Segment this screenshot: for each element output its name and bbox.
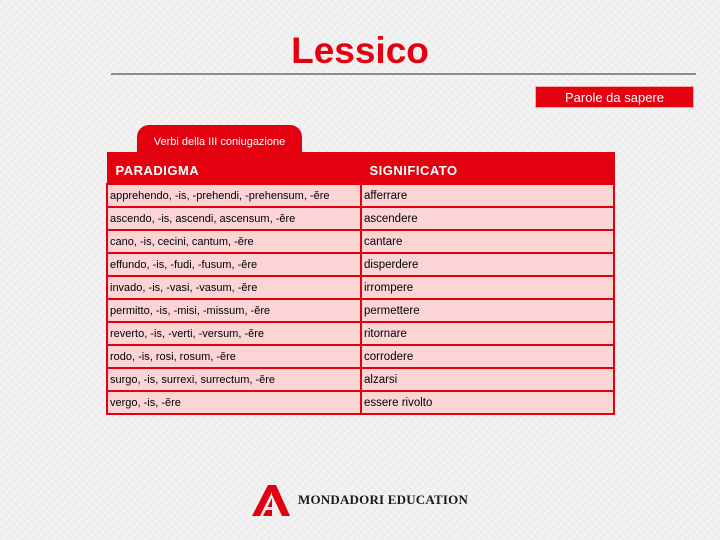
page-title: Lessico	[291, 30, 429, 71]
table-row	[107, 391, 614, 414]
table-header-row	[107, 153, 614, 185]
significato-cell: afferrare	[361, 184, 614, 207]
significato-cell: ascendere	[361, 207, 614, 230]
table-row	[107, 322, 614, 345]
publisher-logo	[248, 483, 473, 517]
significato-cell: alzarsi	[361, 368, 614, 391]
significato-cell: essere rivolto	[361, 391, 614, 414]
title-divider	[111, 73, 696, 75]
paradigma-cell: rodo, -is, rosi, rosum, -ĕre	[107, 345, 361, 368]
paradigma-cell: vergo, -is, -ĕre	[107, 391, 361, 414]
table-row	[107, 184, 614, 207]
column-header-significato: SIGNIFICATO	[361, 153, 614, 185]
paradigma-cell: ascendo, -is, ascendi, ascensum, -ĕre	[107, 207, 361, 230]
table-row	[107, 230, 614, 253]
paradigma-cell: apprehendo, -is, -prehendi, -prehensum, -ĕre	[107, 184, 361, 207]
table-row	[107, 299, 614, 322]
significato-cell: cantare	[361, 230, 614, 253]
significato-cell: corrodere	[361, 345, 614, 368]
paradigma-cell: permitto, -is, -misi, -missum, -ĕre	[107, 299, 361, 322]
section-tag: Parole da sapere	[535, 86, 694, 108]
paradigma-cell: surgo, -is, surrexi, surrectum, -ĕre	[107, 368, 361, 391]
vocabulary-table	[106, 152, 615, 415]
table-tab-label: Verbi della III coniugazione	[137, 125, 302, 153]
paradigma-cell: reverto, -is, -verti, -versum, -ĕre	[107, 322, 361, 345]
table-row	[107, 368, 614, 391]
table-row	[107, 345, 614, 368]
significato-cell: irrompere	[361, 276, 614, 299]
paradigma-cell: effundo, -is, -fudi, -fusum, -ĕre	[107, 253, 361, 276]
significato-cell: disperdere	[361, 253, 614, 276]
table-row	[107, 207, 614, 230]
significato-cell: ritornare	[361, 322, 614, 345]
table-row	[107, 253, 614, 276]
column-header-paradigma: PARADIGMA	[107, 153, 361, 185]
table-row	[107, 276, 614, 299]
paradigma-cell: cano, -is, cecini, cantum, -ĕre	[107, 230, 361, 253]
significato-cell: permettere	[361, 299, 614, 322]
mondadori-a-logo-icon	[248, 483, 292, 517]
publisher-name: MONDADORI EDUCATION	[298, 492, 469, 507]
paradigma-cell: invado, -is, -vasi, -vasum, -ĕre	[107, 276, 361, 299]
